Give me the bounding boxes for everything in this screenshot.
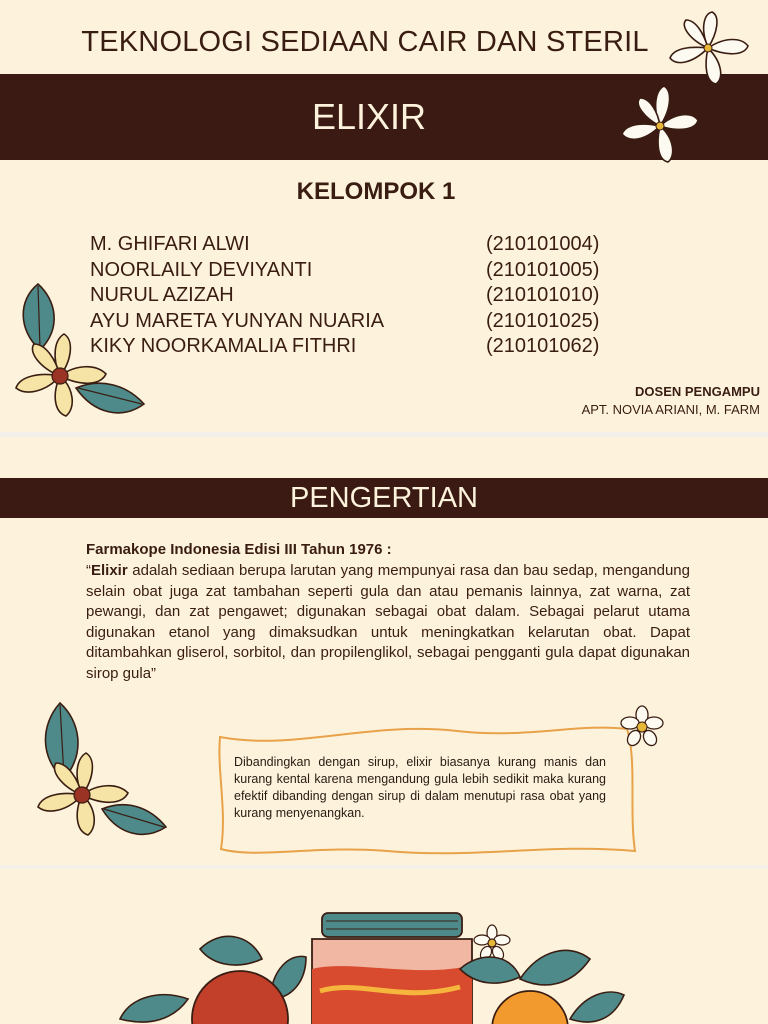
white-flower-icon (620, 705, 664, 749)
member-name: NURUL AZIZAH (90, 284, 234, 307)
group-label: KELOMPOK 1 (296, 178, 456, 205)
slide-definition (0, 437, 768, 865)
member-row (90, 309, 610, 335)
member-nim: (210101005) (486, 258, 600, 281)
definition-paragraph (86, 561, 690, 684)
yellow-flower-icon (30, 699, 170, 849)
topic-title: ELIXIR (311, 96, 427, 137)
member-name: M. GHIFARI ALWI (90, 233, 250, 255)
white-flower-icon (616, 82, 706, 166)
member-nim: (210101004) (486, 233, 600, 255)
member-name: KIKY NOORKAMALIA FITHRI (90, 335, 357, 358)
slide-title (0, 0, 768, 432)
term-elixir: Elixir (91, 562, 128, 579)
member-name: NOORLAILY DEVIYANTI (90, 258, 313, 281)
lecturer-label: DOSEN PENGAMPU (635, 384, 760, 399)
member-nim: (210101062) (486, 335, 600, 358)
member-row (90, 232, 610, 258)
lecturer-name: APT. NOVIA ARIANI, M. FARM (581, 402, 760, 417)
member-nim: (210101025) (486, 309, 600, 332)
member-list (90, 232, 610, 360)
section-title-band (0, 478, 768, 518)
member-row (90, 334, 610, 360)
source-heading: Farmakope Indonesia Edisi III Tahun 1976 : (86, 541, 392, 558)
definition-text: adalah sediaan berupa larutan yang mempunyai rasa dan bau sedap, mengandung selain obat juga zat tambahan seperti gula dan atau pemanis lainnya, zat warna, zat pewangi, dan zat pengawet; digunakan sebagai obat dalam. Sebagai pelarut utama digunakan etanol yang dimaksudkan untuk meningkatkan kelarutan obat. Dapat ditambahkan gliserol, sorbitol, dan propilenglikol, sebagai pengganti gula dapat digunakan sirop gula” (86, 562, 690, 682)
member-row (90, 258, 610, 284)
member-row (90, 283, 610, 309)
member-nim: (210101010) (486, 284, 600, 307)
member-name: AYU MARETA YUNYAN NUARIA (90, 309, 385, 332)
course-title: TEKNOLOGI SEDIAAN CAIR DAN STERIL (81, 26, 649, 58)
yellow-flower-icon (10, 280, 150, 430)
lecturer-block (582, 384, 760, 417)
jar-illustration (0, 869, 768, 1024)
slide-illustration (0, 869, 768, 1024)
quote-open: “ (86, 562, 91, 579)
callout-text: Dibandingkan dengan sirup, elixir biasanya kurang manis dan kurang kental karena mengandung gula lebih sedikit maka kurang efektif dibanding dengan sirup di dalam menutupi rasa obat yang kurang menyenangkan. (234, 755, 606, 820)
section-title: PENGERTIAN (289, 482, 478, 514)
white-flower-icon (660, 8, 756, 88)
